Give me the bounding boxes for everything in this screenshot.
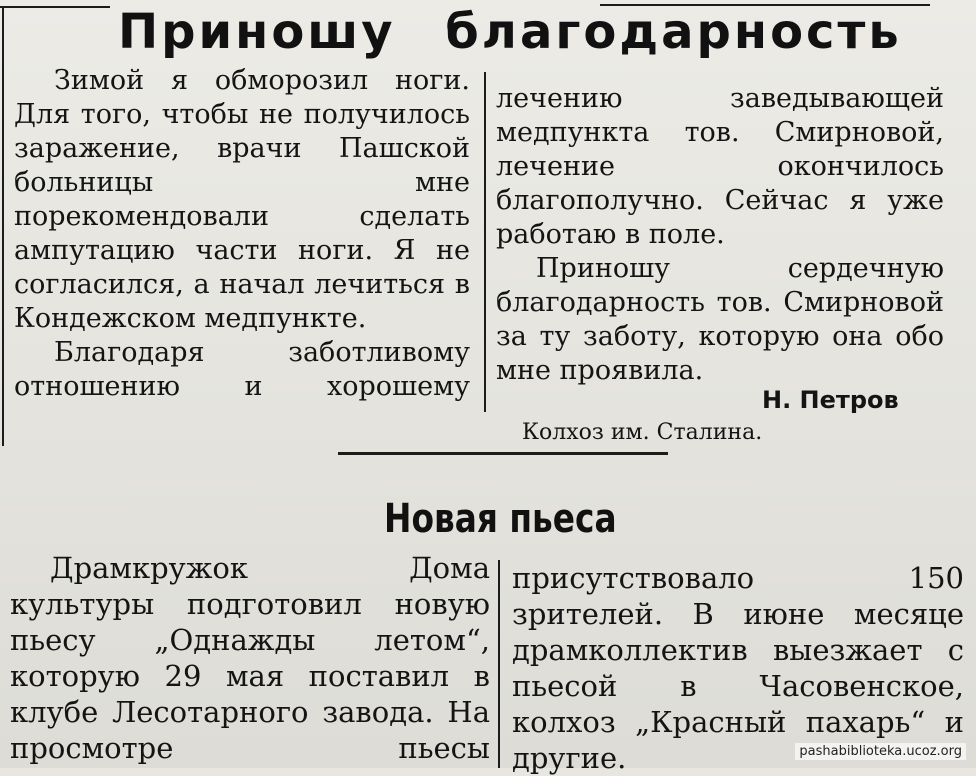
article2-paragraph-end: присутствовало 150 зрителей. В июне месяце драмколлектив выезжает с пьесой в Часовенское, колхоз „Красный пахарь“ и другие. (512, 561, 964, 775)
article-separator-rule (338, 452, 668, 455)
article1-column-divider (484, 72, 486, 412)
article2-left-column (10, 550, 490, 766)
source-watermark: pashabiblioteka.ucoz.org (795, 743, 966, 760)
article2-column-divider (498, 560, 500, 768)
article1-signature: Н. Петров (762, 386, 899, 414)
left-border-rule (2, 6, 4, 446)
article1-left-column (14, 64, 470, 404)
article2-paragraph-start: Драмкружок Дома культуры подготовил новую пьесу „Однажды летом“, которую 29 мая поставил в клубе Лесотарного завода. На просмотре пьесы (10, 551, 490, 765)
article1-title: Приношу благодарность (118, 4, 902, 60)
article1-paragraph-2-end: лечению заведывающей медпункта тов. Смирновой, лечение окончилось благополучно. Сейчас я уже работаю в поле. (496, 83, 944, 250)
article1-paragraph-1: Зимой я обморозил ноги. Для того, чтобы не получилось заражение, врачи Пашской больницы мне порекомендовали сделать ампутацию части ноги. Я не согласился, а начал лечиться в Кондежском медпункте. (14, 65, 470, 334)
article1-right-column (496, 82, 944, 388)
top-left-rule (0, 6, 110, 8)
article2-title: Новая пьеса (384, 496, 617, 542)
article1-place: Колхоз им. Сталина. (522, 420, 763, 445)
article1-paragraph-2-start: Благодаря заботливому отношению и хорошему (14, 337, 470, 402)
article1-paragraph-3: Приношу сердечную благодарность тов. Смирновой за ту заботу, которую она обо мне проявила. (496, 253, 944, 386)
